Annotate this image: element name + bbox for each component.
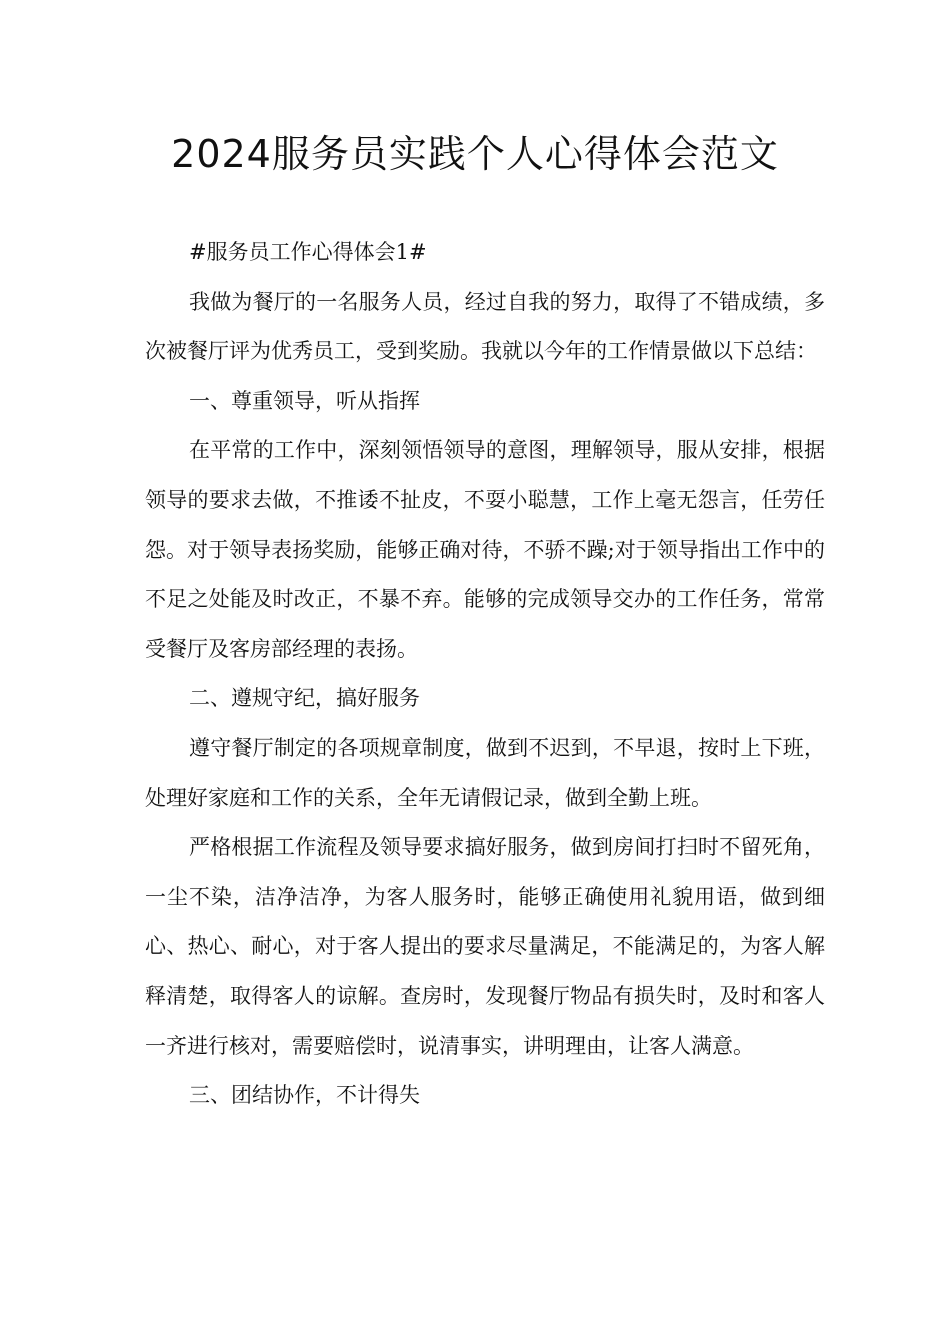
body-paragraph: 严格根据工作流程及领导要求搞好服务，做到房间打扫时不留死角，一尘不染，洁净洁净，为客人服务时，能够正确使用礼貌用语，做到细心、热心、耐心，对于客人提出的要求尽量满足，不能满足的，为客人解释清楚，取得客人的谅解。查房时，发现餐厅物品有损失时，及时和客人一齐进行核对，需要赔偿时，说清事实，讲明理由，让客人满意。 [145, 835, 825, 1058]
body-paragraph: 我做为餐厅的一名服务人员，经过自我的努力，取得了不错成绩，多次被餐厅评为优秀员工，受到奖励。我就以今年的工作情景做以下总结： [145, 289, 825, 364]
section-heading: 三、团结协作，不计得失 [189, 1083, 420, 1108]
section-heading: #服务员工作心得体会1# [189, 240, 427, 264]
body-paragraph: 遵守餐厅制定的各项规章制度，做到不迟到，不早退，按时上下班，处理好家庭和工作的关系，全年无请假记录，做到全勤上班。 [145, 735, 825, 810]
document-title: 2024服务员实践个人心得体会范文 [171, 132, 779, 176]
document-body [145, 228, 825, 1121]
section-heading: 一、尊重领导，听从指挥 [189, 388, 420, 413]
body-paragraph: 在平常的工作中，深刻领悟领导的意图，理解领导，服从安排，根据领导的要求去做，不推诿不扯皮，不耍小聪慧，工作上毫无怨言，任劳任怨。对于领导表扬奖励，能够正确对待，不骄不躁;对于领导指出工作中的不足之处能及时改正，不暴不弃。能够的完成领导交办的工作任务，常常受餐厅及客房部经理的表扬。 [145, 438, 825, 661]
section-heading: 二、遵规守纪，搞好服务 [189, 686, 420, 711]
